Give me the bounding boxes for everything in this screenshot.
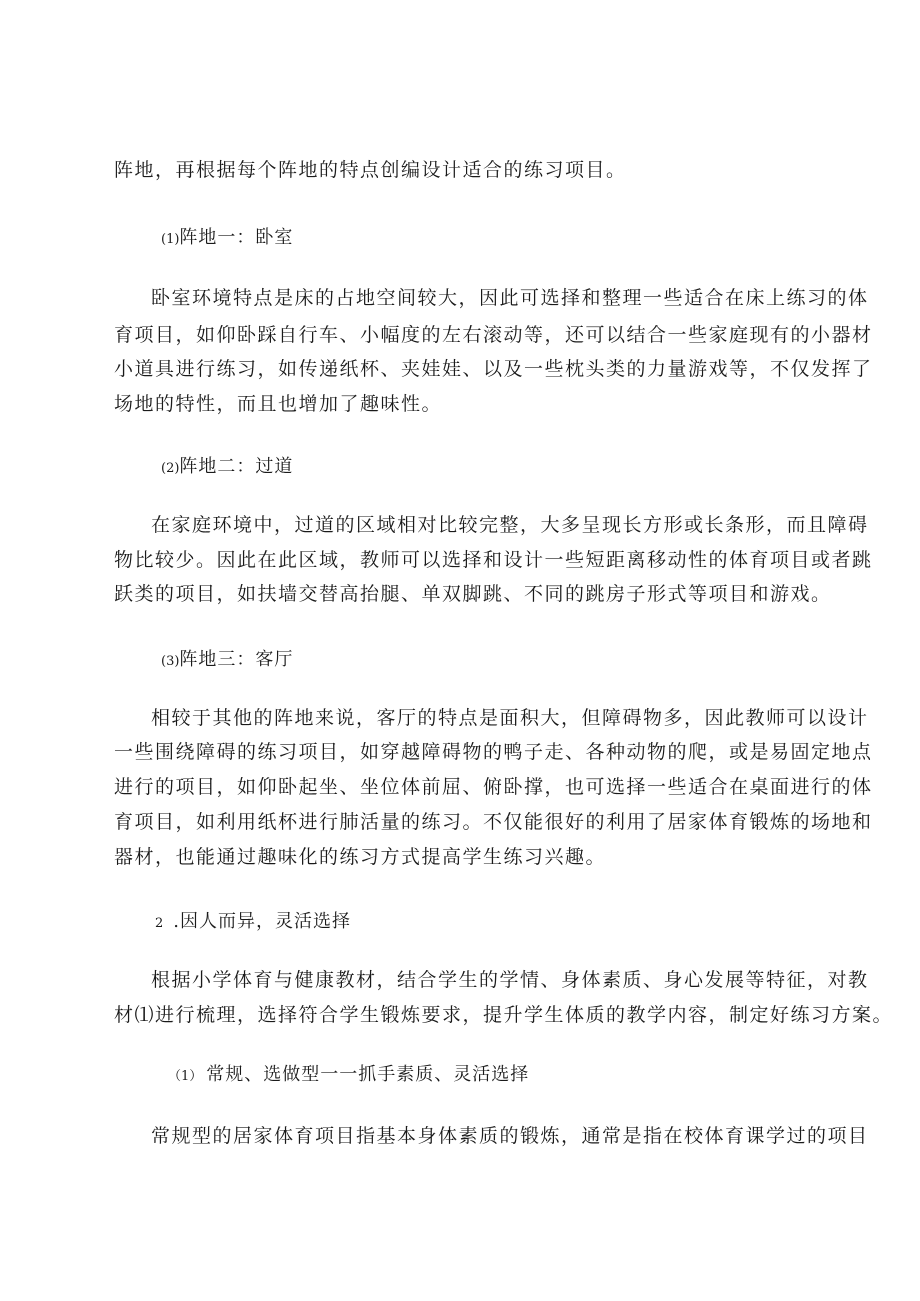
- heading-number: (1): [161, 232, 180, 247]
- paragraph-line: 小道具进行练习，如传递纸杯、夹娃娃、以及一些枕头类的力量游戏等，不仅发挥了: [114, 358, 873, 380]
- section-heading-individualized: [155, 910, 351, 936]
- heading-text: 常规、选做型一一抓手素质、灵活选择: [206, 1064, 530, 1085]
- paragraph-line: 物比较少。因此在此区域，教师可以选择和设计一些短距离移动性的体育项目或者跳: [114, 549, 873, 571]
- paragraph-line: 进行的项目，如仰卧起坐、坐位体前屈、俯卧撑，也可选择一些适合在桌面进行的体: [114, 776, 873, 798]
- heading-number: (3): [161, 654, 180, 669]
- paragraph-line: 场地的特性，而且也增加了趣味性。: [114, 393, 443, 415]
- section-heading-bedroom: [161, 226, 293, 252]
- paragraph-line: 根据小学体育与健康教材，结合学生的学情、身体素质、身心发展等特征，对教: [151, 969, 869, 991]
- paragraph-line: 在家庭环境中，过道的区域相对比较完整，大多呈现长方形或长条形，而且障碍: [151, 514, 869, 536]
- paragraph-line: 育项目，如利用纸杯进行肺活量的练习。不仅能很好的利用了居家体育锻炼的场地和: [114, 811, 873, 833]
- section-heading-hallway: [161, 455, 293, 481]
- section-heading-routine: [168, 1063, 529, 1089]
- paragraph-line: 育项目，如仰卧踩自行车、小幅度的左右滚动等，还可以结合一些家庭现有的小器材: [114, 324, 873, 346]
- heading-number: （1）: [168, 1069, 203, 1084]
- section-heading-living-room: [161, 648, 293, 674]
- heading-text: 阵地二：过道: [179, 456, 294, 477]
- paragraph-line: 材⑴进行梳理，选择符合学生锻炼要求，提升学生体质的教学内容，制定好练习方案。: [114, 1004, 894, 1026]
- paragraph-line: 卧室环境特点是床的占地空间较大，因此可选择和整理一些适合在床上练习的体: [151, 287, 869, 309]
- heading-number: 2: [155, 916, 164, 931]
- paragraph-line: 常规型的居家体育项目指基本身体素质的锻炼，通常是指在校体育课学过的项目: [151, 1125, 869, 1147]
- paragraph-line: 器材，也能通过趣味化的练习方式提高学生练习兴趣。: [114, 846, 607, 868]
- heading-text: 阵地一：卧室: [179, 227, 294, 248]
- heading-text: .因人而异，灵活选择: [173, 911, 352, 932]
- paragraph-line: 相较于其他的阵地来说，客厅的特点是面积大，但障碍物多，因此教师可以设计: [151, 707, 869, 729]
- paragraph-line: 阵地，再根据每个阵地的特点创编设计适合的练习项目。: [114, 159, 627, 181]
- paragraph-line: 跃类的项目，如扶墙交替高抬腿、单双脚跳、不同的跳房子形式等项目和游戏。: [114, 583, 832, 605]
- heading-text: 阵地三：客厅: [179, 649, 294, 670]
- heading-number: (2): [161, 461, 180, 476]
- paragraph-line: 一些围绕障碍的练习项目，如穿越障碍物的鸭子走、各种动物的爬，或是易固定地点: [114, 741, 873, 763]
